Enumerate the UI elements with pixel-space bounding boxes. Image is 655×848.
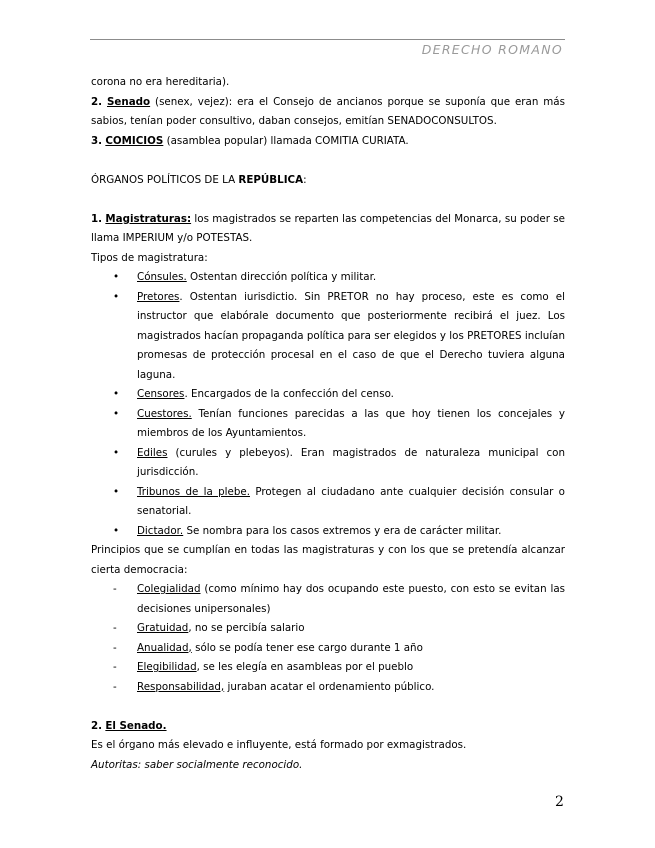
term: Colegialidad [137, 583, 201, 595]
bullet-marker: • [113, 388, 120, 400]
bullet-marker: • [113, 524, 120, 537]
paragraph-principios: Principios que se cumplían en todas las magistraturas y con los que se pretendía alcanzar cierta democracia: [91, 544, 565, 576]
page-number: 2 [555, 794, 564, 810]
comicios-text: (asamblea popular) llamada COMITIA CURIATA. [166, 134, 409, 147]
item-text: Protegen al ciudadano ante cualquier decisión consular o senatorial. [137, 485, 565, 517]
list-item [91, 483, 565, 522]
list-item [91, 522, 565, 542]
term-comicios: COMICIOS [105, 134, 164, 147]
heading-senado [91, 717, 565, 737]
document-body [91, 73, 565, 775]
item-text: . Ostentan iurisdictio. Sin PRETOR no hay proceso, este es como el instructor que elabórale documento que posteriormente recibirá el juez. Los magistrados hacían propaganda política para ser elegidos y los PRETORES incluían promesas de protección procesal en el caso de que el Derecho tuviera alguna laguna. [137, 290, 565, 381]
spacer [91, 190, 565, 210]
dash-marker: - [113, 583, 117, 595]
spacer [91, 151, 565, 171]
paragraph-comicios [91, 132, 565, 152]
item-text: . Encargados de la confección del censo. [184, 388, 394, 400]
term-senado: Senado [107, 95, 151, 108]
paragraph-senado-desc: Es el órgano más elevado e influyente, está formado por exmagistrados. [91, 739, 467, 751]
term: Dictador. [137, 524, 184, 537]
header-rule [90, 39, 565, 40]
tipos-label: Tipos de magistratura: [91, 251, 208, 264]
term: Pretores [137, 290, 180, 303]
term: Censores [137, 388, 185, 400]
list-item [91, 619, 565, 639]
term-magistraturas: Magistraturas: [105, 212, 192, 225]
paragraph-corona: corona no era hereditaria). [91, 76, 230, 88]
header-title: DERECHO ROMANO [421, 42, 563, 57]
dash-marker: - [113, 661, 117, 673]
heading-organos-prefix: ÓRGANOS POLÍTICOS DE LA [91, 173, 239, 186]
item-text: Tenían funciones parecidas a las que hoy tienen los concejales y miembros de los Ayuntamientos. [137, 407, 565, 439]
heading-organos-bold: REPÚBLICA [238, 173, 304, 186]
list-item [91, 658, 565, 678]
heading-senado-term: El Senado. [105, 719, 167, 732]
list-item [91, 580, 565, 619]
list-item [91, 405, 565, 444]
bullet-marker: • [113, 290, 120, 303]
paragraph-magistraturas [91, 210, 565, 249]
tipos-list [91, 268, 565, 541]
bullet-marker: • [113, 485, 120, 498]
item-text: , se les elegía en asambleas por el pueblo [196, 661, 414, 673]
list-item [91, 678, 565, 698]
bullet-marker: • [113, 271, 120, 283]
item-text: Se nombra para los casos extremos y era de carácter militar. [186, 524, 502, 537]
term: Tribunos de la plebe. [137, 485, 250, 498]
item-number: 2. [91, 719, 103, 732]
item-text: (como mínimo hay dos ocupando este puesto, con esto se evitan las decisiones unipersonales) [137, 583, 565, 615]
item-number: 2. [91, 95, 103, 108]
senado-text: (senex, vejez): era el Consejo de ancianos porque se suponía que eran más sabios, tenían poder consultivo, daban consejos, emitían SENADOCONSULTOS. [91, 95, 565, 127]
term: Ediles [137, 446, 168, 459]
magistraturas-text: los magistrados se reparten las competencias del Monarca, su poder se llama IMPERIUM y/o POTESTAS. [91, 212, 565, 244]
dash-marker: - [113, 622, 117, 634]
term: Elegibilidad [137, 661, 197, 673]
item-text: , no se percibía salario [188, 622, 305, 634]
item-text: juraban acatar el ordenamiento público. [227, 680, 435, 693]
term: Gratuidad [137, 622, 189, 634]
list-item [91, 268, 565, 288]
list-item [91, 444, 565, 483]
heading-organos [91, 171, 565, 191]
principios-list [91, 580, 565, 697]
bullet-marker: • [113, 407, 120, 420]
term: Responsabilidad, [137, 680, 225, 693]
term: Cónsules. [137, 271, 187, 283]
list-item [91, 639, 565, 659]
spacer [91, 697, 565, 717]
list-item [91, 385, 565, 405]
item-text: (curules y plebeyos). Eran magistrados de naturaleza municipal con jurisdicción. [137, 446, 565, 478]
paragraph-senado [91, 93, 565, 132]
heading-organos-suffix: : [303, 173, 307, 186]
dash-marker: - [113, 680, 117, 693]
term: Cuestores. [137, 407, 192, 420]
item-number: 3. [91, 134, 103, 147]
term: Anualidad, [137, 641, 192, 654]
paragraph-autoritas: Autoritas: saber socialmente reconocido. [91, 758, 303, 771]
item-text: sólo se podía tener ese cargo durante 1 año [195, 641, 423, 654]
bullet-marker: • [113, 446, 120, 459]
item-number: 1. [91, 212, 103, 225]
dash-marker: - [113, 641, 117, 654]
list-item [91, 288, 565, 386]
item-text: Ostentan dirección política y militar. [190, 271, 377, 283]
